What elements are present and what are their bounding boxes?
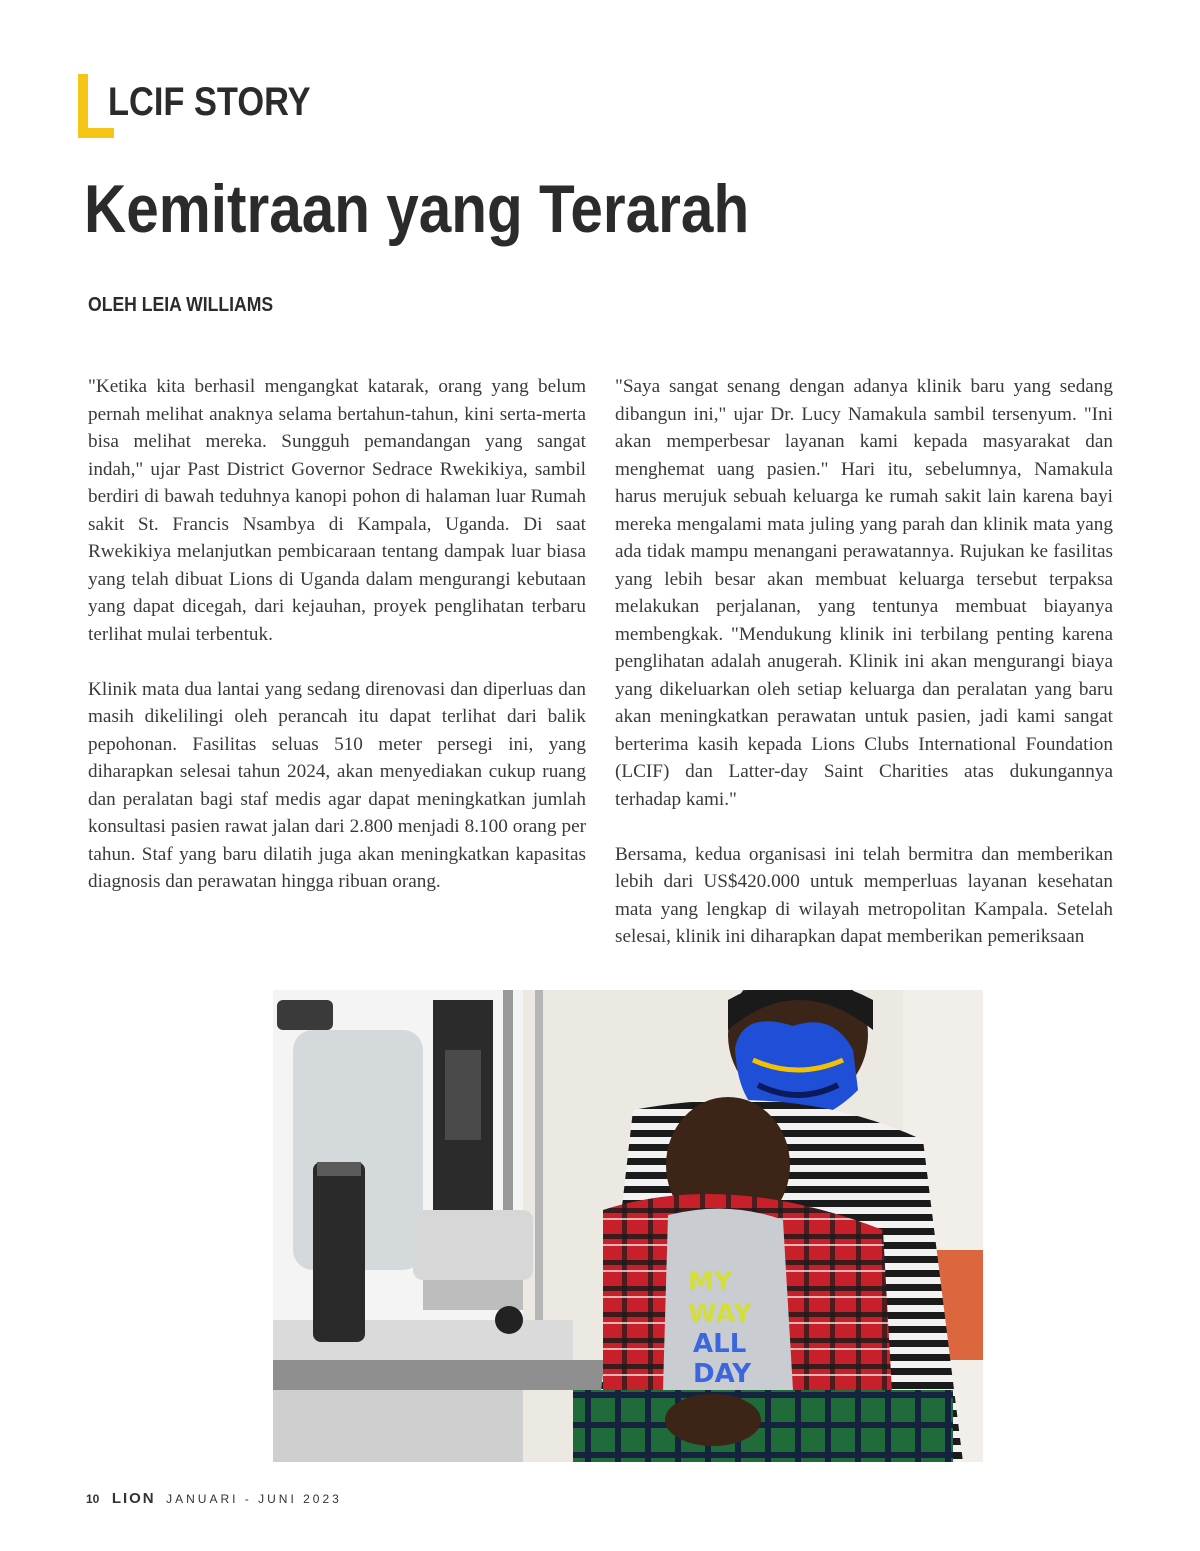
page-footer — [86, 1490, 342, 1508]
section-label: LCIF STORY — [108, 80, 311, 124]
page-number: 10 — [86, 1492, 100, 1506]
paragraph: Bersama, kedua organisasi ini telah bermitra dan memberikan lebih dari US$420.000 untuk memperluas layanan kesehatan mata yang lengkap di wilayah metropolitan Kampala. Setelah selesai, klinik ini diharapkan dapat memberikan pemeriksaan — [615, 843, 1113, 947]
paragraph: Klinik mata dua lantai yang sedang direnovasi dan diperluas dan masih dikelilingi oleh perancah itu dapat terlihat dari balik pepohonan. Fasilitas seluas 510 meter persegi ini, yang diharapkan selesai tahun 2024, akan menyediakan cukup ruang dan peralatan bagi staf medis agar dapat meningkatkan jumlah konsultasi pasien rawat jalan dari 2.800 menjadi 8.100 orang per tahun. Staf yang baru dilatih juga akan meningkatkan kapasitas diagnosis dan perawatan hingga ribuan orang. — [88, 678, 586, 892]
paragraph: "Ketika kita berhasil mengangkat katarak, orang yang belum pernah melihat anaknya selama bertahun-tahun, kini serta-merta bisa melihat mereka. Sungguh pemandangan yang sangat indah," ujar Past District Governor Sedrace Rwekikiya, sambil berdiri di bawah teduhnya kanopi pohon di halaman luar Rumah sakit St. Francis Nsambya di Kampala, Uganda. Di saat Rwekikiya melanjutkan pembicaraan tentang dampak luar biasa yang telah dibuat Lions di Uganda dalam mengurangi kebutaan yang dapat dicegah, dari kejauhan, proyek penglihatan terbaru terlihat mulai terbentuk. — [88, 376, 586, 645]
magazine-name: LION — [111, 1490, 156, 1507]
paragraph: "Saya sangat senang dengan adanya klinik baru yang sedang dibangun ini," ujar Dr. Lucy Namakula sambil tersenyum. "Ini akan memperbesar layanan kami kepada masyarakat dan menghemat uang pasien." Hari itu, sebelumnya, Namakula harus merujuk sebuah keluarga ke rumah sakit lain karena bayi mereka mengalami mata juling yang parah dan klinik mata yang ada tidak mampu menangani perawatannya. Rujukan ke fasilitas yang lebih besar akan membuat keluarga tersebut terpaksa melakukan perjalanan, yang tentunya membuat biayanya membengkak. "Mendukung klinik ini terbilang penting karena penglihatan adalah anugerah. Klinik ini akan mengurangi biaya yang dikeluarkan oleh setiap keluarga dan peralatan yang baru akan meningkatkan perawatan untuk pasien, jadi kami sangat berterima kasih kepada Lions Clubs International Foundation (LCIF) dan Latter-day Saint Charities atas dukungannya terhadap kami." — [615, 376, 1113, 810]
svg-text:WAY: WAY — [688, 1299, 752, 1329]
article-column-right — [615, 373, 1113, 951]
article-photo — [273, 990, 983, 1462]
issue-date: JANUARI - JUNI 2023 — [166, 1492, 342, 1506]
article-title: Kemitraan yang Terarah — [84, 171, 750, 247]
article-byline: OLEH LEIA WILLIAMS — [88, 294, 274, 316]
svg-text:DAY: DAY — [693, 1359, 752, 1389]
shirt-print-text: MY — [688, 1267, 733, 1297]
svg-text:ALL: ALL — [693, 1329, 747, 1359]
article-column-left — [88, 373, 586, 896]
